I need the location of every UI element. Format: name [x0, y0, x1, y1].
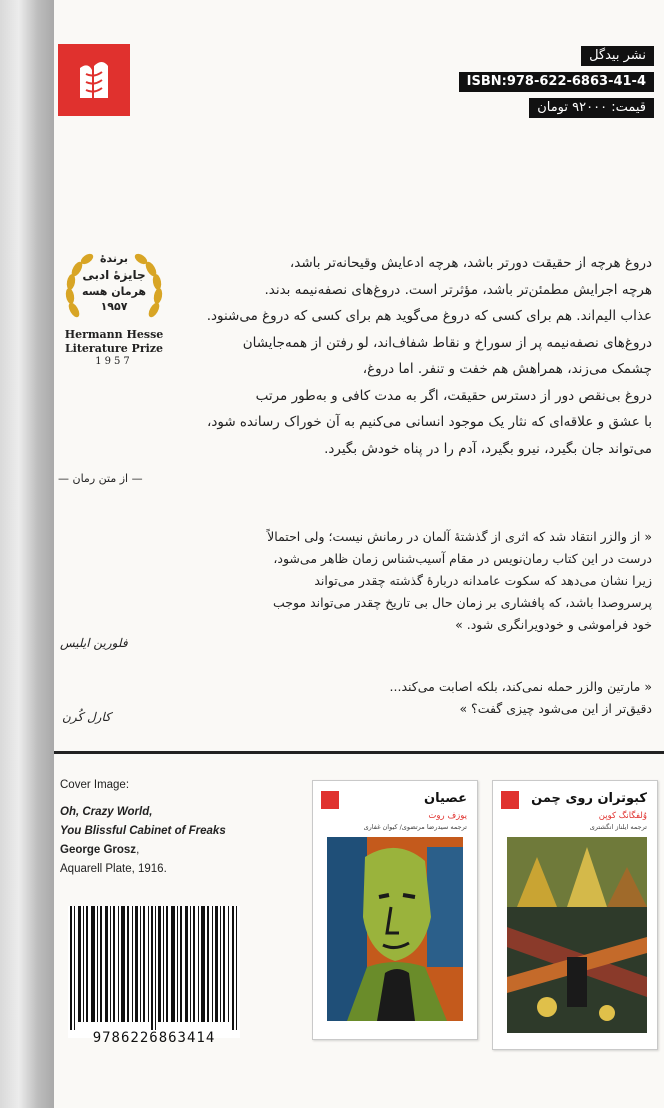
credit-artist: George Grosz: [60, 844, 137, 856]
isbn-barcode: [68, 906, 240, 1038]
publisher-logo: [58, 44, 130, 116]
award-line2: جایزهٔ ادبی: [82, 268, 146, 282]
quote1-line: « از والزر انتقاد شد که اثری از گذشتهٔ آلمان در رمانش نیست؛ ولی احتمالاً: [267, 529, 652, 544]
book-author: وُلفگانگ کوپن: [598, 811, 647, 821]
excerpt-line: عذاب الیم‌اند. هم برای کسی که دروغ می‌گوید هم برای کسی که دروغ می‌شنود.: [206, 308, 652, 324]
publisher-tag: نشر بیدگل: [581, 46, 654, 66]
book-publisher-logo-icon: [501, 791, 519, 809]
book-title: عصیان: [424, 791, 467, 806]
book-cover-art: [507, 837, 647, 1033]
quote1-line: زیرا نشان می‌دهد که سکوت عامدانه دربارهٔ گذشته چقدر می‌تواند: [314, 573, 652, 588]
barcode-number: 9786226863414: [92, 1030, 216, 1046]
award-en-year: 1957: [95, 356, 133, 367]
isbn-tag: ISBN:978-622-6863-41-4: [459, 72, 654, 92]
quote1-line: درست در این کتاب رمان‌نویس در مقام آسیب‌شناس زمان ظاهر می‌شود،: [273, 551, 652, 566]
credit-heading: Cover Image:: [60, 779, 130, 791]
book-cover-art: [327, 837, 463, 1021]
review-quote-2: [42, 676, 652, 720]
book-translator: ترجمه ایلناز انگشتری: [589, 823, 647, 831]
book-card-kabootaran: [492, 780, 658, 1050]
credit-artist-suffix: ,: [136, 844, 140, 856]
barcode-icon: [68, 906, 240, 1030]
book-translator: ترجمه سیدرضا مرتضوی/ کیوان غفاری: [363, 823, 467, 831]
quote1-line: خود فراموشی و خودویرانگری شود. »: [455, 617, 652, 632]
book-card-osyan: [312, 780, 478, 1040]
quote2-author: کارل کُرن: [62, 710, 111, 724]
excerpt-line: با عشق و علاقه‌ای که نثار یک موجود انسانی می‌کنیم به آن خوراک رسانده شود،: [206, 414, 652, 430]
award-line3: هرمان هسه: [81, 285, 147, 298]
book-publisher-logo-icon: [321, 791, 339, 809]
review-quotes: [42, 526, 652, 636]
quote2-line: دقیق‌تر از این می‌شود چیزی گفت؟ »: [459, 701, 652, 716]
section-divider: [54, 751, 664, 754]
bidgol-logo-icon: [58, 44, 130, 116]
price-tag: قیمت: ۹۲۰۰۰ تومان: [529, 98, 654, 118]
excerpt-line: دروغ‌های نصفه‌نیمه پر از سوراخ و نقاط شفاف‌اند، لو رفتن از همه‌جایشان: [242, 334, 652, 351]
book-author: یوزف روت: [428, 811, 467, 821]
book-title: کبوتران روی چمن: [531, 791, 647, 806]
credit-medium: Aquarell Plate, 1916.: [60, 863, 167, 875]
award-english: [52, 328, 176, 356]
award-year-fa: ۱۹۵۷: [100, 300, 128, 313]
award-en-line1: Hermann Hesse: [64, 328, 164, 341]
excerpt-line: دروغ بی‌نقص دور از دسترس حقیقت، اگر به مدت کافی و به‌طور مرتب: [255, 387, 652, 404]
credit-title-2: You Blissful Cabinet of Freaks: [60, 825, 226, 837]
quote1-line: پرسروصدا باشد، که پافشاری بر زمان حال بی تاریخ چقدر می‌تواند موجب: [272, 595, 652, 610]
excerpt-line: چشمک می‌زند، همراهش هم خفت و تنفر. اما دروغ،: [362, 361, 652, 377]
excerpt-line: دروغ هرچه از حقیقت دورتر باشد، هرچه ادعایش وقیحانه‌تر باشد،: [289, 255, 652, 271]
award-line1: برندهٔ: [100, 252, 128, 265]
excerpt-line: می‌تواند جان بگیرد، نیرو بگیرد، آدم را در پناه خودش بگیرد.: [324, 440, 652, 457]
excerpt-line: هرچه اجرایش مطمئن‌تر باشد، مؤثرتر است. دروغ‌های نصفه‌نیمه بدند.: [264, 281, 652, 298]
credit-title-1: Oh, Crazy World,: [60, 806, 153, 818]
quote2-line: « مارتین والزر حمله نمی‌کند، بلکه اصابت می‌کند...: [389, 679, 652, 694]
cover-credit: [60, 776, 260, 879]
from-novel-label: — از متن رمان —: [58, 472, 143, 485]
award-en-line2: Literature Prize: [64, 342, 164, 355]
quote1-author: فلورین ایلیس: [60, 636, 128, 650]
novel-excerpt: [206, 250, 652, 462]
